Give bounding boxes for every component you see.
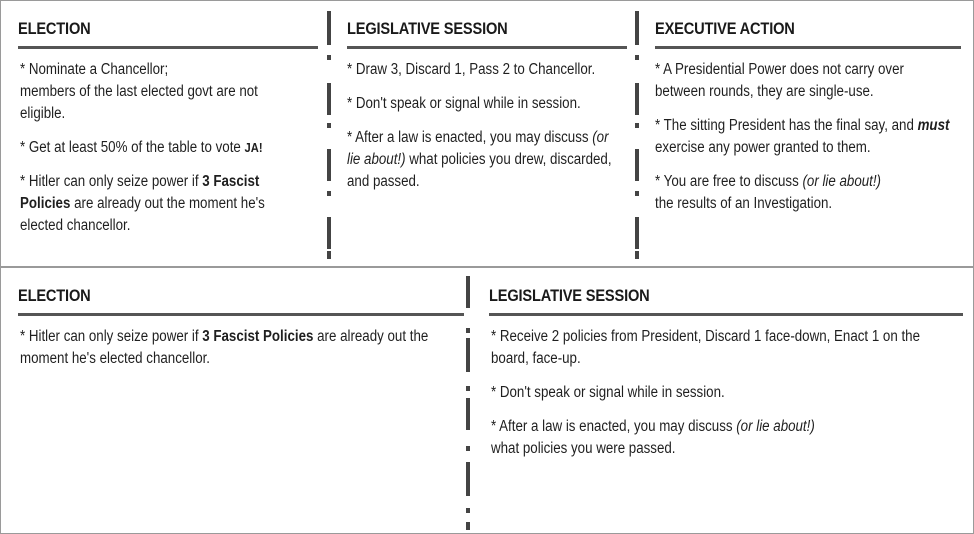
discuss-rule: * After a law is enacted, you may discuss (or lie about!) what policies you drew, discarded, and passed.: [347, 129, 612, 190]
draw-rule: * Draw 3, Discard 1, Pass 2 to Chancellor.: [347, 61, 596, 78]
legislative-column-bottom: [471, 268, 965, 533]
election-title: ELECTION: [18, 19, 91, 38]
investigation-rule: * You are free to discuss (or lie about!) the results of an Investigation.: [655, 173, 882, 212]
silence-rule-bottom: * Don't speak or signal while in session.: [491, 384, 725, 401]
legislative-column: [331, 1, 636, 266]
column-divider: [466, 276, 470, 526]
executive-header: [655, 19, 961, 49]
top-rules-block: [1, 1, 973, 266]
receive-rule: * Receive 2 policies from President, Discard 1 face-down, Enact 1 on the board, face-up.: [491, 328, 921, 367]
bottom-rules-block: [1, 268, 973, 533]
legislative-title: LEGISLATIVE SESSION: [347, 19, 508, 38]
election-rules: [20, 59, 360, 249]
final-say-rule: * The sitting President has the final say, and must exercise any power granted to them.: [655, 117, 950, 156]
election-column: [1, 1, 327, 266]
executive-column: [639, 1, 965, 266]
election-column-bottom: [1, 268, 467, 533]
election-header-bottom: [18, 286, 464, 316]
silence-rule: * Don't speak or signal while in session.: [347, 95, 581, 112]
executive-title: EXECUTIVE ACTION: [655, 19, 795, 38]
power-rule: * A Presidential Power does not carry over between rounds, they are single-use.: [655, 61, 904, 100]
hitler-rule: * Hitler can only seize power if 3 Fascist Policies are already out the moment he's elected chancellor.: [20, 173, 265, 234]
legislative-header-bottom: [489, 286, 963, 316]
hitler-rule-bottom: * Hitler can only seize power if 3 Fascist Policies are already out the moment he's elected chancellor.: [20, 328, 429, 367]
election-title-bottom: ELECTION: [18, 286, 91, 305]
legislative-rules: [347, 59, 677, 205]
discuss-rule-bottom: * After a law is enacted, you may discuss (or lie about!) what policies you were passed.: [491, 418, 815, 457]
nominate-rule: * Nominate a Chancellor; members of the last elected govt are not eligible.: [20, 61, 258, 122]
legislative-header: [347, 19, 627, 49]
executive-rules: [655, 59, 974, 227]
election-rules-bottom: [20, 326, 520, 382]
election-header: [18, 19, 318, 49]
legislative-rules-bottom: [491, 326, 974, 472]
legislative-title-bottom: LEGISLATIVE SESSION: [489, 286, 650, 305]
vote-rule: * Get at least 50% of the table to vote JA!: [20, 139, 263, 156]
